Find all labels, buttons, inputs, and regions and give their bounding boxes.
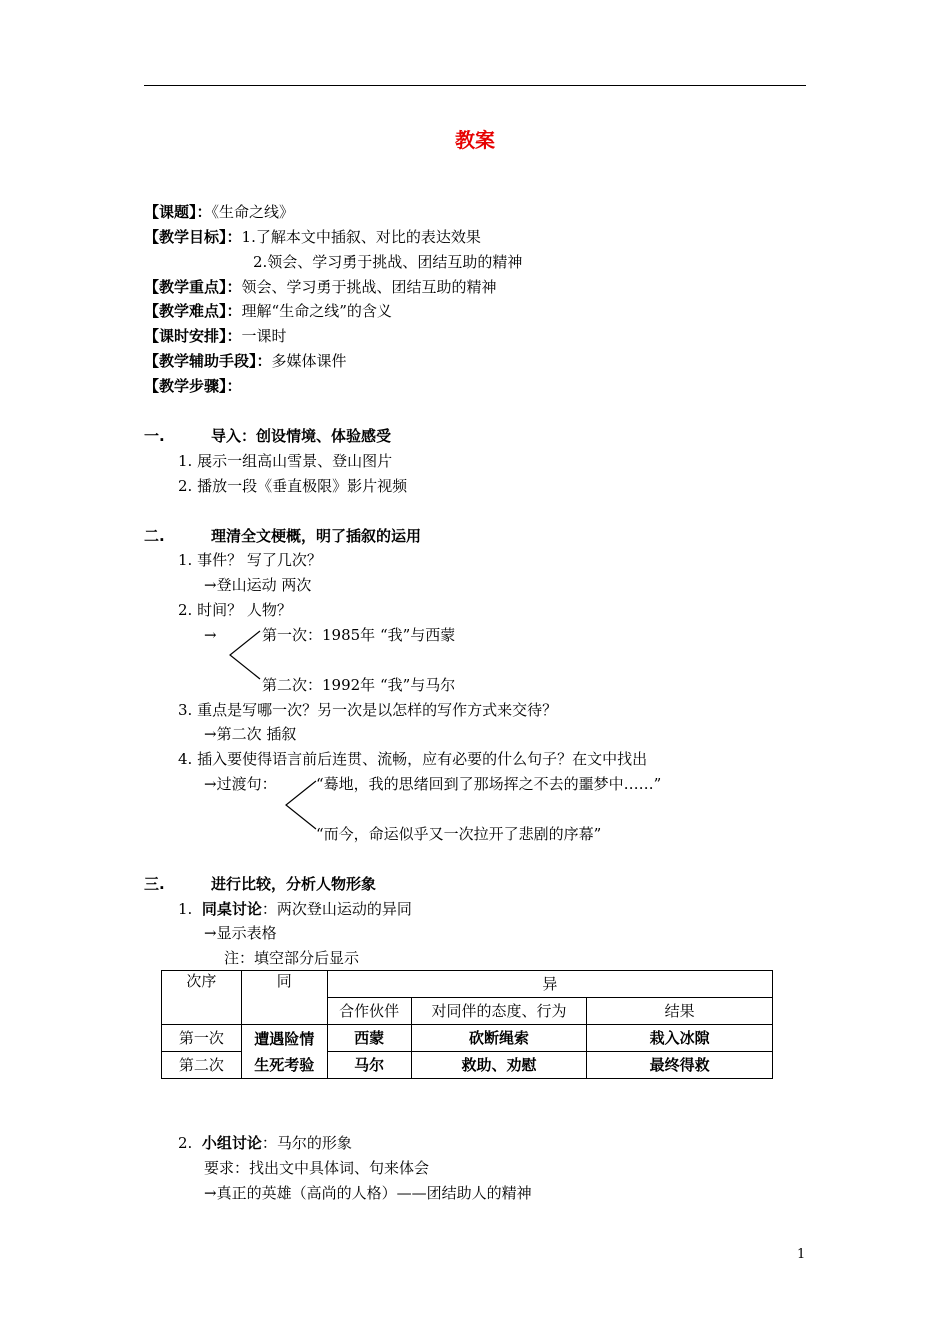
meta-label: 【教学重点】	[144, 278, 227, 296]
question-2: 2. 时间？ 人物？	[178, 601, 292, 619]
cell-order: 第一次	[162, 1025, 242, 1052]
list-item: 2. 播放一段《垂直极限》影片视频	[178, 477, 408, 495]
section-1-number: 一.	[144, 427, 165, 445]
cell-attitude: 救助、劝慰	[411, 1052, 587, 1079]
branch-bracket-icon	[228, 628, 262, 682]
question-3: 3. 重点是写哪一次？另一次是以怎样的写作方式来交待？	[178, 701, 558, 719]
answer-4-label: →过渡句：	[204, 775, 277, 793]
meta-label: 【教学难点】	[144, 302, 227, 320]
header-diff: 异	[327, 971, 772, 998]
meta-value: 多媒体课件	[271, 352, 347, 370]
arrow-icon: →	[204, 626, 217, 644]
cell-partner: 西蒙	[327, 1025, 411, 1052]
meta-aids: 【教学辅助手段】：多媒体课件	[144, 352, 347, 370]
cell-same: 遭遇险情 生死考验	[241, 1025, 327, 1079]
table-row	[162, 1025, 773, 1052]
answer-3: →第二次 插叙	[204, 725, 297, 743]
meta-keypoint: 【教学重点】：领会、学习勇于挑战、团结互助的精神	[144, 278, 497, 296]
cell-result: 最终得救	[587, 1052, 773, 1079]
meta-label: 【课时安排】	[144, 327, 227, 345]
header-attitude: 对同伴的态度、行为	[411, 998, 587, 1025]
header-order: 次序	[162, 971, 242, 1025]
section-1-heading: 导入：创设情境、体验感受	[211, 427, 392, 445]
discussion-1: 1. 同桌讨论：两次登山运动的异同	[178, 900, 412, 918]
comparison-table	[161, 970, 773, 1079]
branch-bracket-icon	[284, 778, 318, 832]
meta-topic: 【课题】：《生命之线》	[144, 203, 295, 221]
conclusion: →真正的英雄（高尚的人格）——团结助人的精神	[204, 1184, 532, 1202]
meta-difficulty: 【教学难点】：理解“生命之线”的含义	[144, 302, 392, 320]
page-number: 1	[797, 1247, 806, 1262]
list-item: 1. 展示一组高山雪景、登山图片	[178, 452, 393, 470]
meta-value: 领会、学习勇于挑战、团结互助的精神	[241, 278, 497, 296]
cell-partner: 马尔	[327, 1052, 411, 1079]
discussion-label: 小组讨论	[201, 1134, 262, 1152]
meta-label: 【课题】	[144, 203, 197, 221]
header-rule	[144, 85, 806, 86]
answer-1: →登山运动 两次	[204, 576, 312, 594]
header-partner: 合作伙伴	[327, 998, 411, 1025]
discussion-label: 同桌讨论	[201, 900, 262, 918]
section-2-number: 二.	[144, 527, 165, 545]
header-same: 同	[241, 971, 327, 1025]
meta-objective: 【教学目标】：1.了解本文中插叙、对比的表达效果	[144, 228, 481, 246]
meta-steps: 【教学步骤】：	[144, 377, 242, 395]
section-3-heading: 进行比较，分析人物形象	[211, 875, 377, 893]
meta-label: 【教学目标】	[144, 228, 227, 246]
meta-value: 《生命之线》	[211, 203, 295, 221]
meta-value: 2.领会、学习勇于挑战、团结互助的精神	[253, 253, 523, 271]
section-2-heading: 理清全文梗概，明了插叙的运用	[211, 527, 422, 545]
discussion-2: 2. 小组讨论：马尔的形象	[178, 1134, 352, 1152]
section-3-number: 三.	[144, 875, 165, 893]
cell-attitude: 砍断绳索	[411, 1025, 587, 1052]
meta-schedule: 【课时安排】：一课时	[144, 327, 287, 345]
branch-first: 第一次：1985年 “我”与西蒙	[262, 626, 456, 644]
transition-sentence-2: “而今，命运似乎又一次拉开了悲剧的序幕”	[316, 825, 602, 843]
meta-objective-2	[253, 252, 522, 272]
fill-note: 注：填空部分后显示	[224, 949, 360, 967]
page-title: 教案	[455, 128, 495, 152]
transition-sentence-1: “蓦地，我的思绪回到了那场挥之不去的噩梦中……”	[316, 775, 662, 793]
requirement: 要求：找出文中具体词、句来体会	[204, 1159, 430, 1177]
meta-label: 【教学步骤】	[144, 377, 227, 395]
cell-result: 栽入冰隙	[587, 1025, 773, 1052]
meta-label: 【教学辅助手段】	[144, 352, 257, 370]
show-table-note: →显示表格	[204, 924, 277, 942]
meta-value: 一课时	[241, 327, 287, 345]
meta-value: 理解“生命之线”的含义	[241, 302, 392, 320]
meta-value: 1.了解本文中插叙、对比的表达效果	[241, 228, 481, 246]
question-1: 1. 事件？ 写了几次？	[178, 551, 322, 569]
cell-order: 第二次	[162, 1052, 242, 1079]
question-4: 4. 插入要使得语言前后连贯、流畅，应有必要的什么句子？在文中找出	[178, 750, 648, 768]
header-result: 结果	[587, 998, 773, 1025]
branch-second: 第二次：1992年 “我”与马尔	[262, 676, 456, 694]
